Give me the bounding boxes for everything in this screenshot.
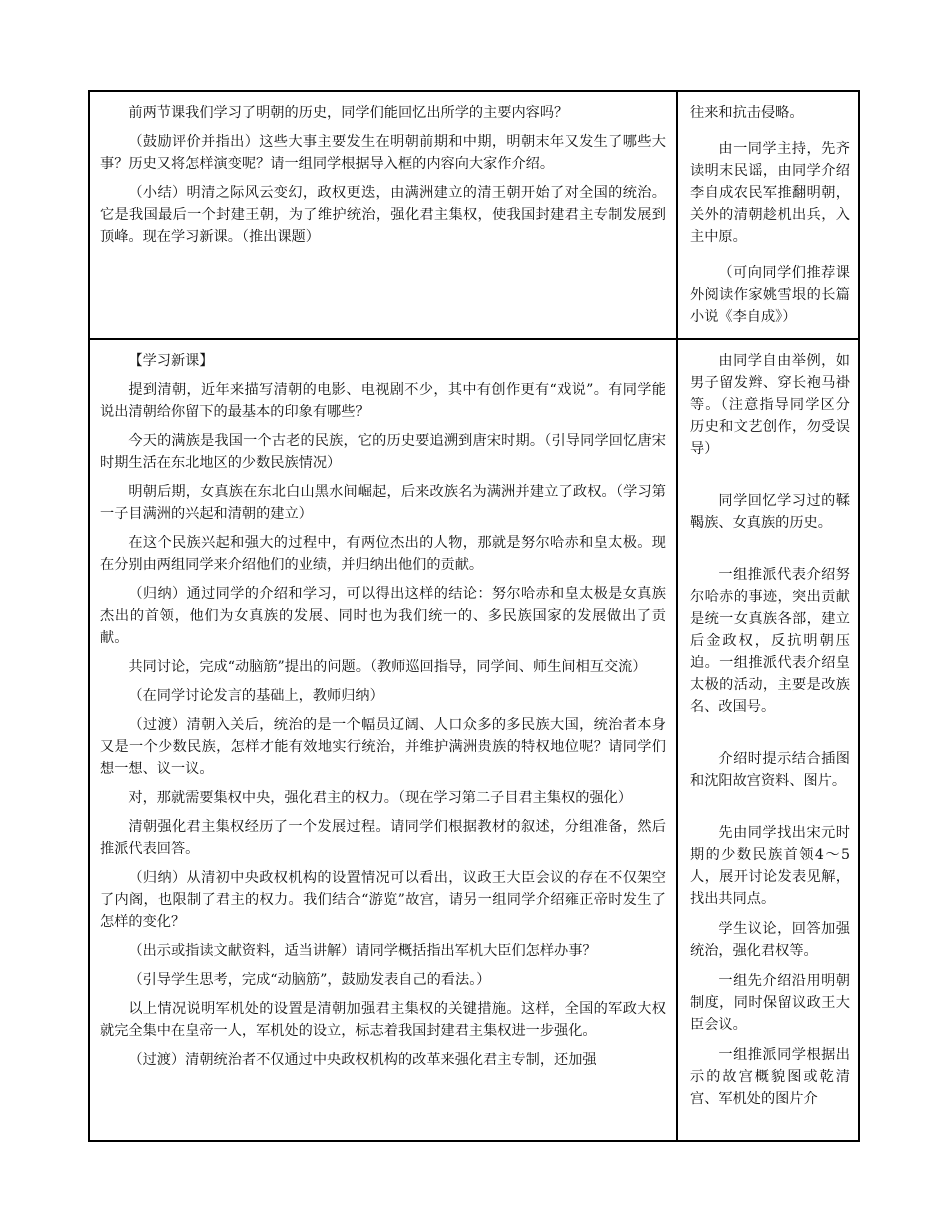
paragraph: 提到清朝，近年来描写清朝的电影、电视剧不少，其中有创作更有“戏说”。有同学能说出清朝给你留下的最基本的印象有哪些？ xyxy=(100,382,666,420)
paragraph: （过渡）清朝统治者不仅通过中央政权机构的改革来强化君主专制，还加强 xyxy=(128,1052,597,1068)
paragraph: 以上情况说明军机处的设置是清朝加强君主集权的关键措施。这样，全国的军政大权就完全集中在皇帝一人，军机处的设立，标志着我国封建君主集权进一步强化。 xyxy=(100,1001,666,1039)
paragraph: （归纳）通过同学的介绍和学习，可以得出这样的结论：努尔哈赤和皇太极是女真族杰出的首领，他们为女真族的发展、同时也为我们统一的、多民族国家的发展做出了贡献。 xyxy=(100,586,666,646)
paragraph: 由同学自由举例，如男子留发辫、穿长袍马褂等。（注意指导同学区分历史和文艺创作，勿受误导） xyxy=(690,353,850,457)
paragraph: 一组先介绍沿用明朝制度，同时保留议政王大臣会议。 xyxy=(690,973,850,1033)
paragraph: 一组推派同学根据出示的故宫概貌图或乾清宫、军机处的图片介 xyxy=(690,1047,850,1107)
paragraph: 在这个民族兴起和强大的过程中，有两位杰出的人物，那就是努尔哈赤和皇太极。现在分别由两组同学来介绍他们的业绩，并归纳出他们的贡献。 xyxy=(100,535,666,573)
teacher-activity-cell xyxy=(89,91,677,339)
lesson-plan-table xyxy=(88,90,860,1142)
paragraph: 一组推派代表介绍努尔哈赤的事迹，突出贡献是统一女真族各部，建立后金政权，反抗明朝压迫。一组推派代表介绍皇太极的活动，主要是改族名、改国号。 xyxy=(690,567,850,715)
paragraph: 学生议论，回答加强统治，强化君权等。 xyxy=(690,921,850,959)
paragraph: 今天的满族是我国一个古老的民族，它的历史要追溯到唐宋时期。（引导同学回忆唐宋时期生活在东北地区的少数民族情况） xyxy=(100,433,666,471)
paragraph: （可向同学们推荐课外阅读作家姚雪垠的长篇小说《李自成》） xyxy=(690,265,850,325)
paragraph: （小结）明清之际风云变幻，政权更迭，由满洲建立的清王朝开始了对全国的统治。它是我国最后一个封建王朝，为了维护统治，强化君主集权，使我国封建君主专制发展到顶峰。现在学习新课。（推出课题） xyxy=(100,185,666,245)
student-activity-cell xyxy=(677,339,859,1141)
paragraph: 清朝强化君主集权经历了一个发展过程。请同学们根据教材的叙述，分组准备，然后推派代表回答。 xyxy=(100,819,666,857)
table-row xyxy=(89,339,859,1141)
paragraph: （归纳）从清初中央政权机构的设置情况可以看出，议政王大臣会议的存在不仅架空了内阁，也限制了君主的权力。我们结合“游览”故宫，请另一组同学介绍雍正帝时发生了怎样的变化？ xyxy=(100,870,666,930)
student-activity-cell xyxy=(677,91,859,339)
paragraph: 由一同学主持，先齐读明末民谣，由同学介绍李自成农民军推翻明朝，关外的清朝趁机出兵，入主中原。 xyxy=(690,141,850,245)
paragraph: （在同学讨论发言的基础上，教师归纳） xyxy=(128,688,384,704)
paragraph: 同学回忆学习过的鞣鞨族、女真族的历史。 xyxy=(690,493,850,531)
paragraph: （过渡）清朝入关后，统治的是一个幅员辽阔、人口众多的多民族大国，统治者本身又是一个少数民族，怎样才能有效地实行统治，并维护满洲贵族的特权地位呢？请同学们想一想、议一议。 xyxy=(100,717,666,777)
table-row xyxy=(89,91,859,339)
paragraph: 明朝后期，女真族在东北白山黑水间崛起，后来改族名为满洲并建立了政权。（学习第一子目满洲的兴起和清朝的建立） xyxy=(100,484,666,522)
section-heading: 【学习新课】 xyxy=(128,353,214,369)
paragraph: 前两节课我们学习了明朝的历史，同学们能回忆出所学的主要内容吗？ xyxy=(128,105,569,121)
paragraph: （引导学生思考，完成“动脑筋”，鼓励发表自己的看法。） xyxy=(128,972,491,988)
document-page xyxy=(88,90,860,1138)
paragraph: 共同讨论，完成“动脑筋”提出的问题。（教师巡回指导，同学间、师生间相互交流） xyxy=(128,659,647,675)
paragraph: （鼓励评价并指出）这些大事主要发生在明朝前期和中期，明朝末年又发生了哪些大事？历史又将怎样演变呢？请一组同学根据导入框的内容向大家作介绍。 xyxy=(100,134,666,172)
paragraph: 对，那就需要集权中央，强化君主的权力。（现在学习第二子目君主集权的强化） xyxy=(128,790,633,806)
paragraph: 先由同学找出宋元时期的少数民族首领4～5人，展开讨论发表见解，找出共同点。 xyxy=(690,825,850,907)
paragraph: 介绍时提示结合插图和沈阳故宫资料、图片。 xyxy=(690,751,850,789)
paragraph: 往来和抗击侵略。 xyxy=(690,105,804,121)
paragraph: （出示或指读文献资料，适当讲解）请同学概括指出军机大臣们怎样办事？ xyxy=(128,943,597,959)
teacher-activity-cell xyxy=(89,339,677,1141)
